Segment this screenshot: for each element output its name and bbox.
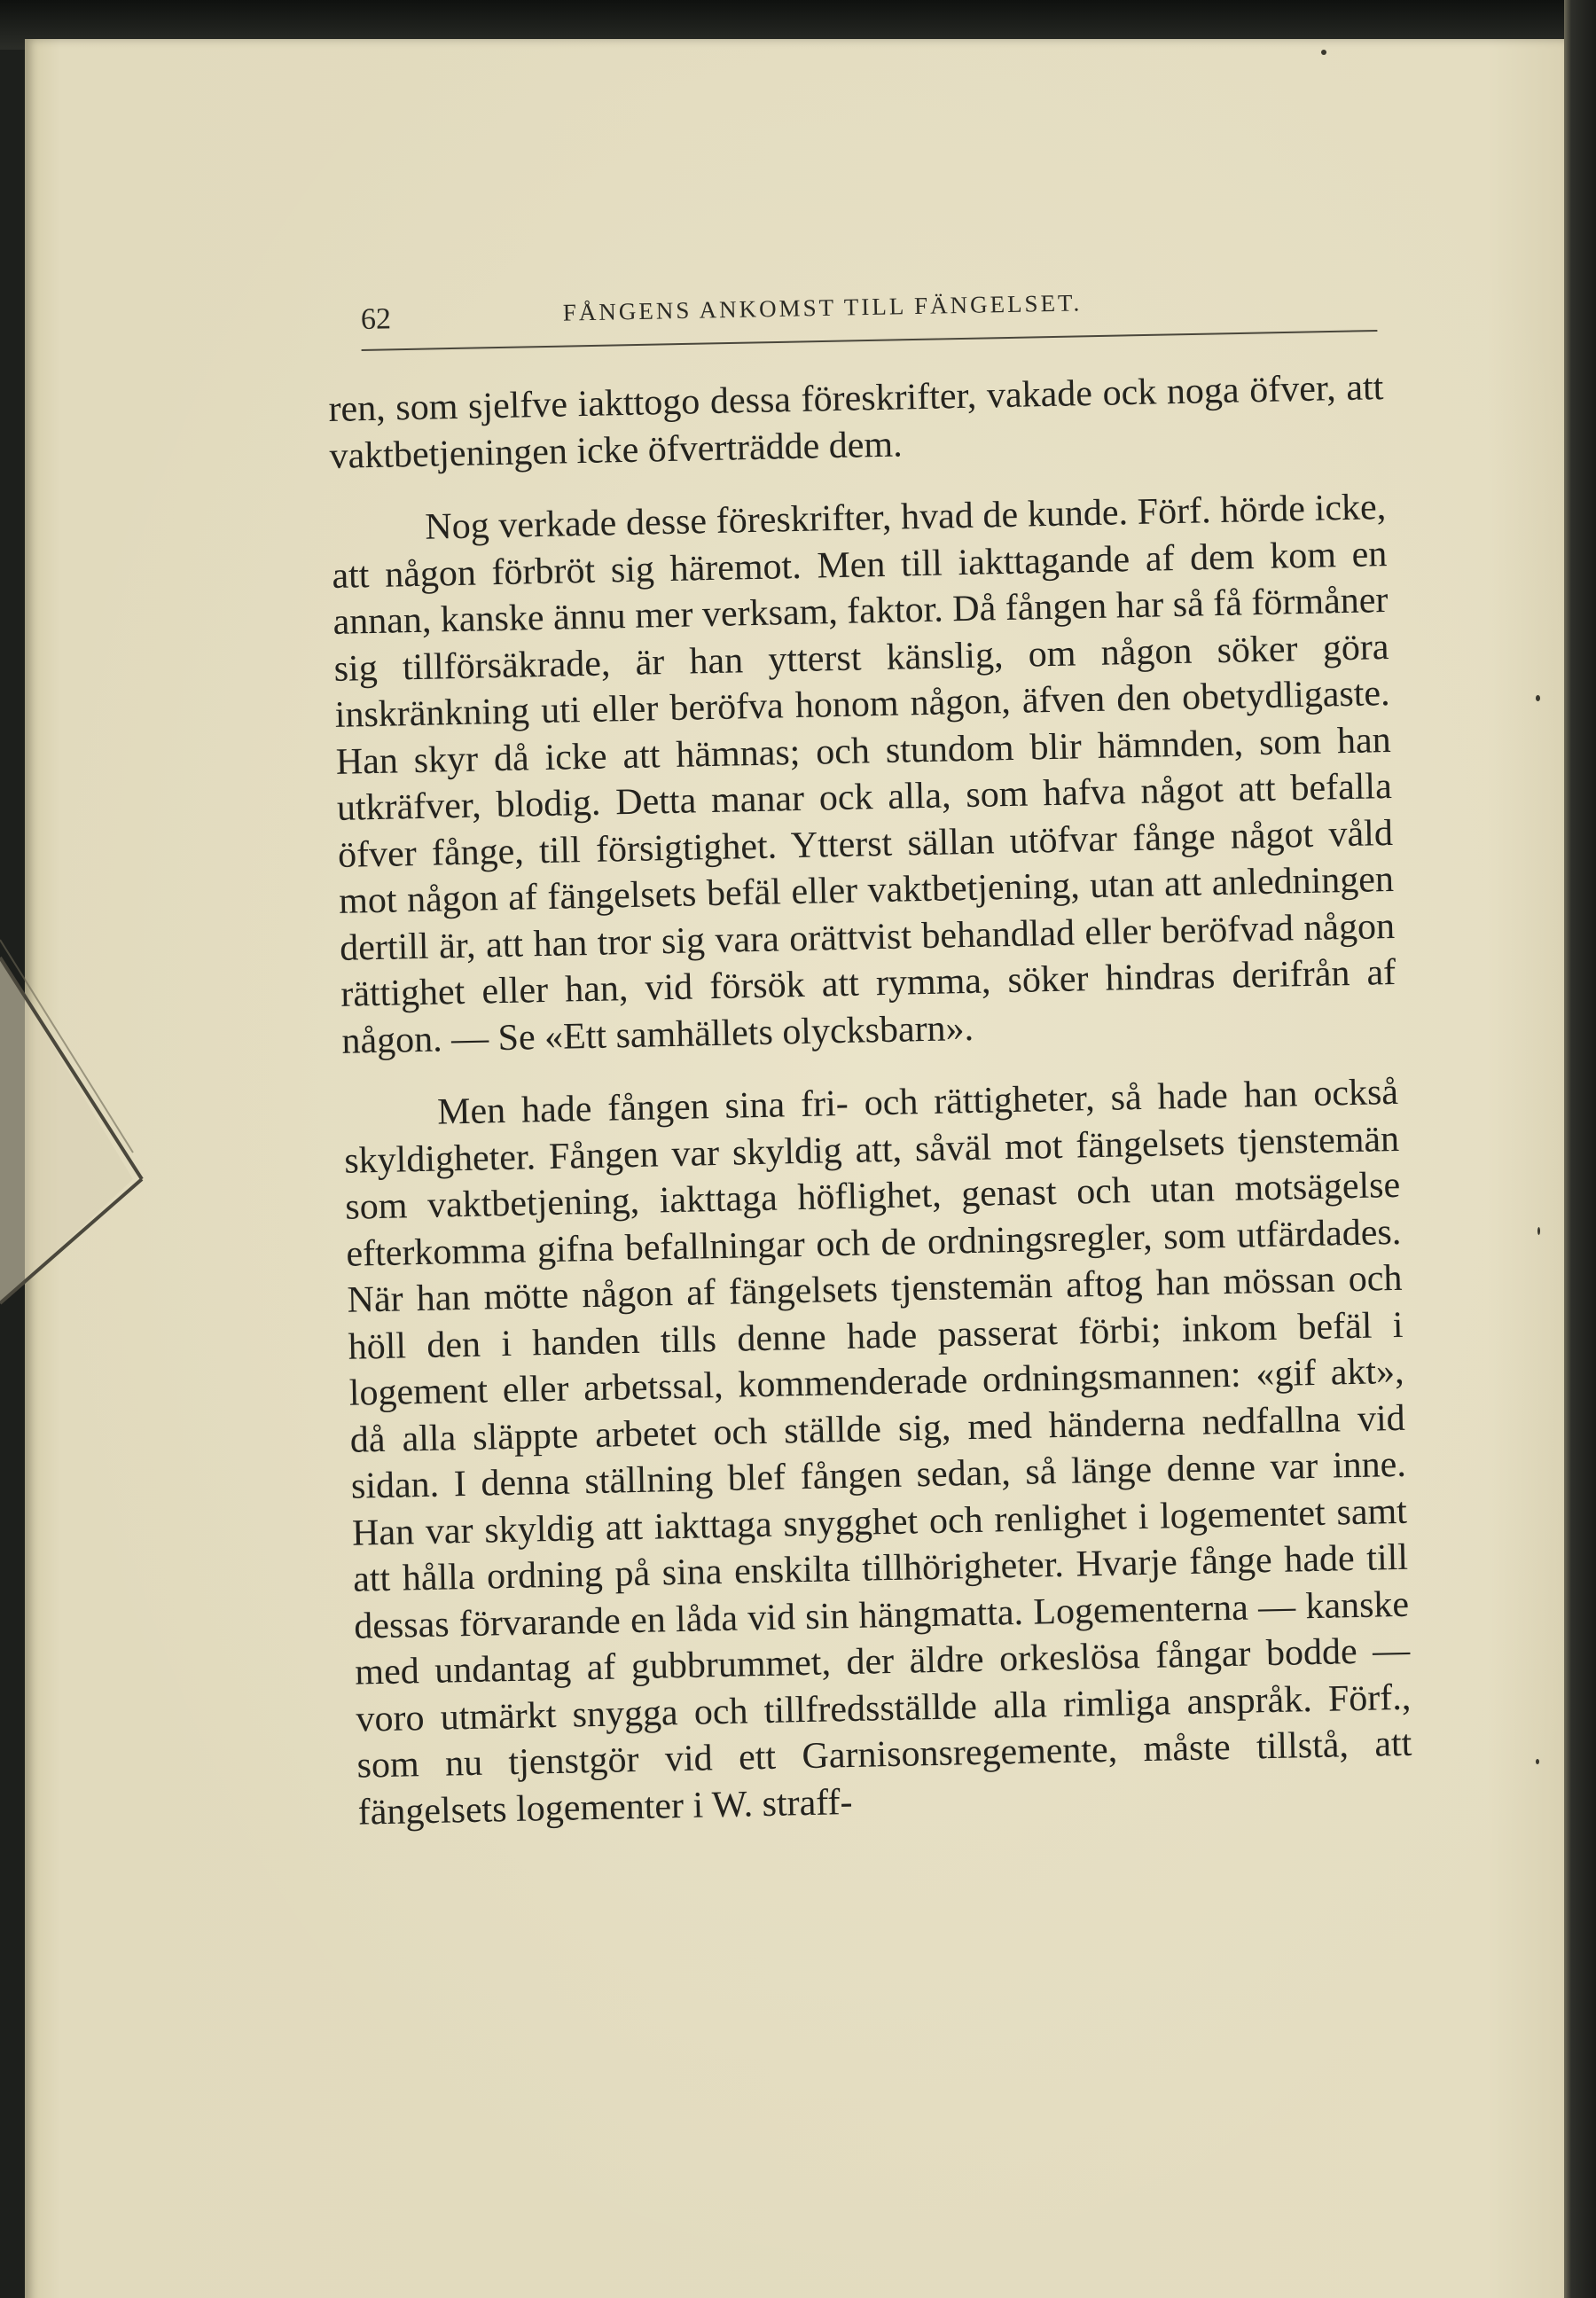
paper-speck: [1536, 1759, 1539, 1764]
page-corner-fold: [0, 887, 160, 1436]
running-title: FÅNGENS ANKOMST TILL FÄNGELSET.: [562, 289, 1083, 326]
paragraph-3: Men hade fången sina fri- och rättigheter, så hade han också skyldigheter. Fången var skyldig att, såväl mot fängelsets tjenstemän som vaktbetjening, iakttaga höflighet, genast och utan motsägelse efterkomma gifna befallningar och de ordningsregler, som utfärdades. När han mötte någon af fängelsets tjenstemän aftog han mössan och höll den i handen tills denne hade passerat förbi; inkom befäl i logement eller arbetssal, kommenderade ordningsmannen: «gif akt», då alla släppte arbetet och ställde sig, med händerna nedfallna vid sidan. I denna ställning blef fången sedan, så länge denne var inne. Han var skyldig att iakttaga snygghet och renlighet i logementet samt att hålla ordning på sina enskilta tillhörigheter. Hvarje fånge hade till dessas förvarande en låda vid sin hängmatta. Logementerna — kanske med undantag af gubbrummet, der äldre orkeslösa fångar bodde — voro utmärkt snygga och tillfredsställde alla rimliga anspråk. Förf., som nu tjenstgör vid ett Garnisonsregemente, måste tillstå, att fängelsets logementer i W. straff-: [343, 1071, 1412, 1833]
paper-speck: [1321, 50, 1326, 55]
header-rule: [362, 330, 1378, 351]
paragraph-1: ren, som sjelfve iakttogo dessa föreskrifter, vakade ock noga öfver, att vaktbetjeningen icke öfverträdde dem.: [328, 367, 1384, 477]
paper-speck: [1537, 1227, 1540, 1235]
page-number: 62: [360, 302, 392, 336]
page-stack-edge: [1564, 0, 1596, 2298]
paragraph-2: Nog verkade desse föreskrifter, hvad de kunde. Förf. hörde icke, att någon förbröt sig häremot. Men till iakttagande af dem kom en annan, kanske ännu mer verksam, faktor. Då fången har så få förmåner sig tillförsäkrade, är han ytterst känslig, om någon söker göra inskränkning uti eller beröfva honom någon, äfven den obetydligaste. Han skyr då icke att hämnas; och stundom blir hämnden, som han utkräfver, blodig. Detta manar ock alla, som hafva något att befalla öfver fånge, till försigtighet. Ytterst sällan utöfvar fånge något våld mot någon af fängelsets befäl eller vaktbetjening, utan att anledningen dertill är, att han tror sig vara orättvist behandlad eller beröfvad någon rättighet eller han, vid försök att rymma, söker hindras derifrån af någon. — Se «Ett samhällets olycksbarn».: [331, 487, 1396, 1062]
paper-speck: [1536, 695, 1540, 701]
body-text: [328, 364, 1414, 1863]
book-page: [25, 39, 1566, 2298]
running-head: [360, 257, 1381, 356]
